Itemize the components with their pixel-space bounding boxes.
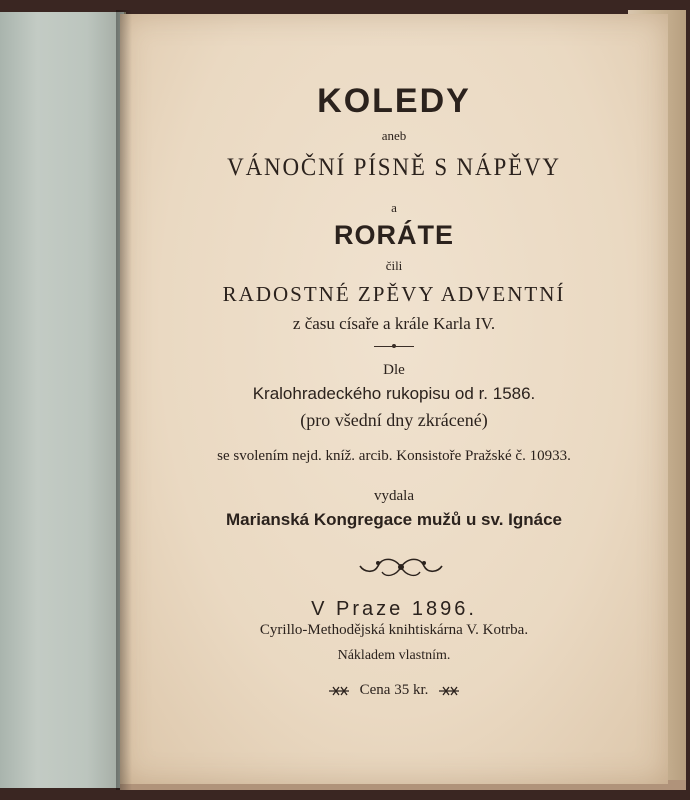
subtitle: VÁNOČNÍ PÍSNĚ S NÁPĚVY xyxy=(227,154,561,181)
printer-line: Cyrillo-Methodějská knihtiskárna V. Kotrba. xyxy=(259,622,529,638)
expense-line: Nákladem vlastním. xyxy=(337,648,451,663)
place-year: V Praze 1896. xyxy=(311,598,477,620)
conjunction-aneb: aneb xyxy=(381,128,407,143)
permission-line: se svolením nejd. kníž. arcib. Konsistoře Pražské č. 10933. xyxy=(217,448,571,464)
shortened-note: (pro všední dny zkrácené) xyxy=(300,410,488,430)
spine-shadow xyxy=(116,10,132,790)
conjunction-cili: čili xyxy=(385,258,403,273)
title-page xyxy=(120,14,668,784)
time-line: z času císaře a krále Karla IV. xyxy=(292,314,496,333)
publisher-name: Marianská Kongregace mužů u sv. Ignáce xyxy=(225,510,562,529)
price-row xyxy=(120,682,668,702)
flourish-left-icon xyxy=(328,685,350,697)
advent-line: RADOSTNÉ ZPĚVY ADVENTNÍ xyxy=(222,282,566,306)
manuscript-line: Kralohradeckého rukopisu od r. 1586. xyxy=(252,384,536,403)
conjunction-a: a xyxy=(391,200,397,215)
flourish-right-icon xyxy=(438,685,460,697)
divider-dot xyxy=(392,344,396,348)
endpaper-left xyxy=(0,12,126,788)
price-label: Cena 35 kr. xyxy=(359,682,429,698)
floral-ornament-icon xyxy=(356,554,446,580)
second-title: RORÁTE xyxy=(334,220,454,250)
published-by-label: vydala xyxy=(374,488,414,504)
dle-label: Dle xyxy=(383,362,405,378)
book-title: KOLEDY xyxy=(317,82,471,120)
